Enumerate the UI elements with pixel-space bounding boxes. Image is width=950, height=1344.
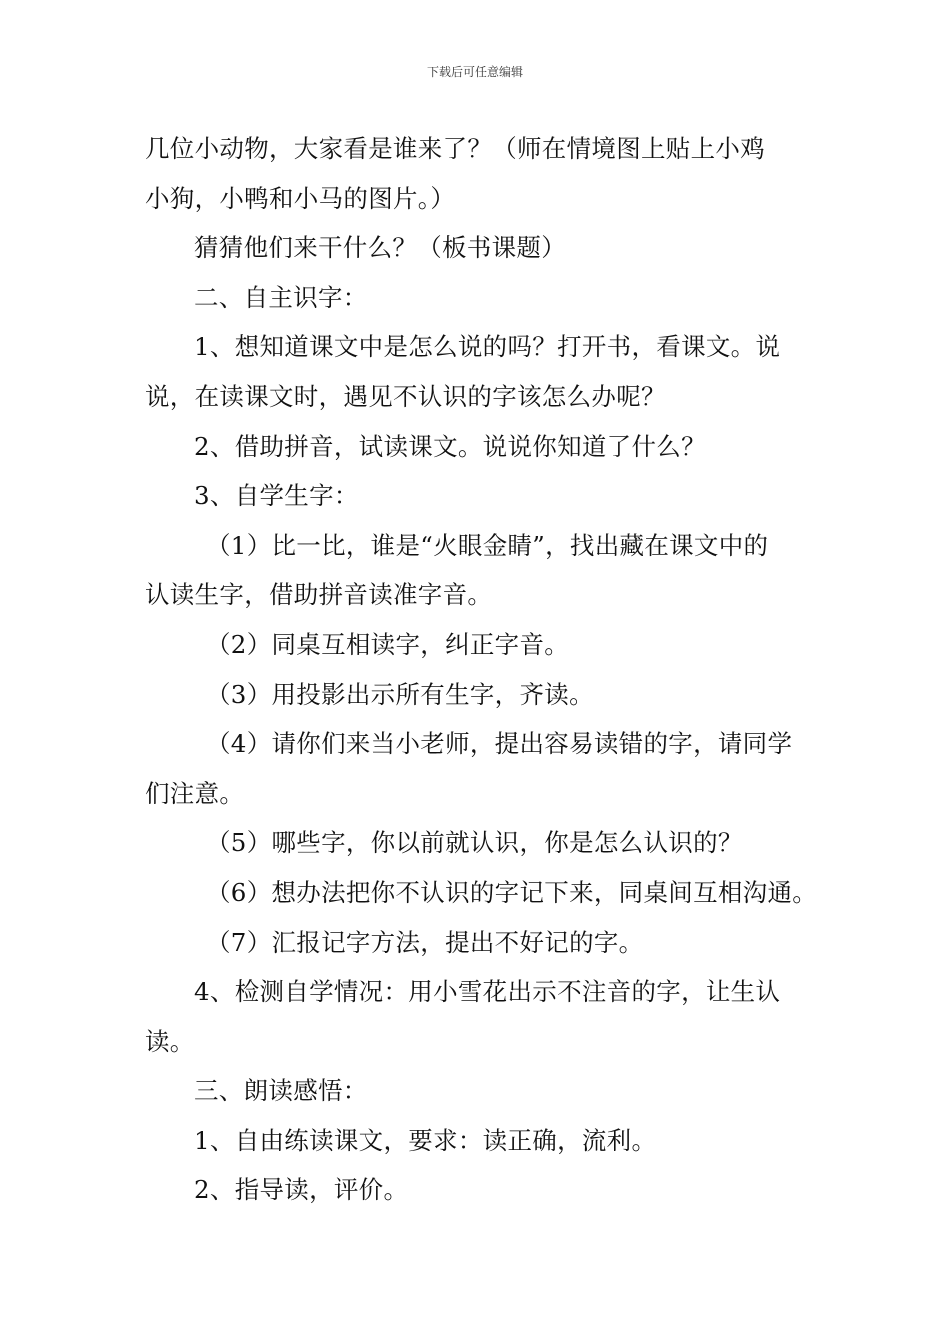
text-line: （1）比一比，谁是“火眼金睛”，找出藏在课文中的 (206, 530, 769, 560)
text-line: 几位小动物，大家看是谁来了？（师在情境图上贴上小鸡 (145, 134, 765, 163)
page-header: 下载后可任意编辑 (426, 65, 523, 79)
text-line: 认读生字，借助拼音读准字音。 (145, 580, 493, 610)
text-line: （5）哪些字，你以前就认识，你是怎么认识的？ (206, 828, 743, 858)
text-line: 们注意。 (145, 778, 245, 808)
text-line: 1、自由练读课文，要求：读正确，流利。 (194, 1125, 657, 1155)
text-line: 3、自学生字： (194, 481, 359, 511)
text-line: 说，在读课文时，遇见不认识的字该怎么办呢？ (145, 381, 666, 411)
text-line: 4、检测自学情况：用小雪花出示不注音的字，让生认 (194, 977, 781, 1007)
text-line: （4）请你们来当小老师，提出容易读错的字，请同学 (206, 729, 793, 759)
text-line: 小狗，小鸭和小马的图片。） (145, 183, 456, 213)
text-line: 2、指导读，评价。 (194, 1175, 409, 1205)
section-heading: 三、朗读感悟： (194, 1076, 368, 1106)
text-line: 猜猜他们来干什么？（板书课题） (194, 233, 566, 263)
document-body (145, 124, 818, 1215)
text-line: 读。 (145, 1026, 195, 1056)
text-line: （3）用投影出示所有生字，齐读。 (206, 679, 594, 709)
section-heading: 二、自主识字： (194, 282, 368, 312)
text-line: （7）汇报记字方法，提出不好记的字。 (206, 927, 644, 957)
text-line: （6）想办法把你不认识的字记下来，同桌间互相沟通。 (206, 877, 818, 907)
text-line: 1、想知道课文中是怎么说的吗？打开书，看课文。说 (194, 332, 781, 362)
text-line: （2）同桌互相读字，纠正字音。 (206, 629, 570, 659)
text-line: 2、借助拼音，试读课文。说说你知道了什么？ (194, 431, 706, 461)
